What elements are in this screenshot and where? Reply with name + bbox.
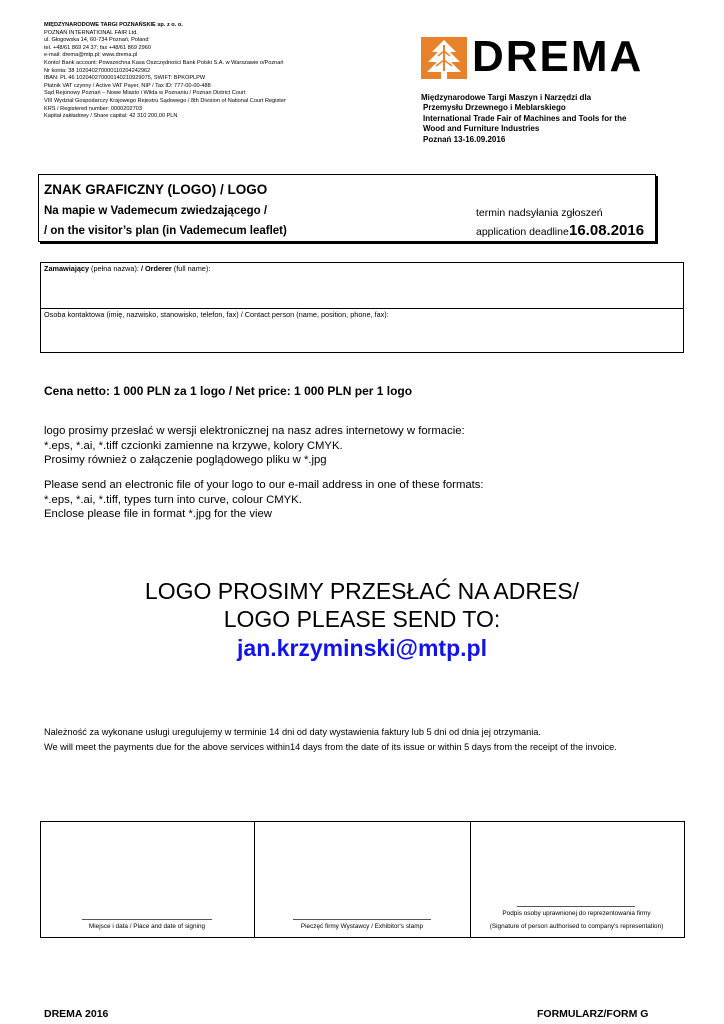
signature-line[interactable] [517,906,635,907]
footer-event: DREMA 2016 [44,1008,109,1020]
orderer-label-bold-en: / Orderer [140,264,172,273]
signature-cell-divider [254,821,255,937]
orderer-label-bold-pl: Zamawiający [44,264,90,273]
form-title: ZNAK GRAFICZNY (LOGO) / LOGO [44,182,268,197]
company-line: ul. Głogowska 14, 60-734 Poznań, Poland [44,37,149,44]
fair-line: Przemysłu Drzewnego i Meblarskiego [423,103,566,113]
deadline-label-pl: termin nadsyłania zgłoszeń [476,207,603,219]
instruction-line: *.eps, *.ai, *.tiff czcionki zamienne na krzywe, kolory CMYK. [44,439,343,452]
form-subtitle-en: / on the visitor’s plan (in Vademecum leaflet) [44,225,287,237]
company-line: Sąd Rejonowy Poznań – Nowe Miasto i Wilda w Poznaniu / Poznan District Court [44,90,246,97]
instruction-line: logo prosimy przesłać w wersji elektronicznej na nasz adres internetowy w formacie: [44,425,465,437]
company-line: Nr konta: 38 102040270000110204242962 [44,67,151,74]
instruction-line: *.eps, *.ai, *.tiff, types turn into curve, colour CMYK. [44,493,302,506]
net-price: Cena netto: 1 000 PLN za 1 logo / Net price: 1 000 PLN per 1 logo [44,384,413,398]
orderer-label-pl: (pełna nazwa): [89,264,141,273]
contact-person-label: Osoba kontaktowa (imię, nazwisko, stanowisko, telefon, fax) / Contact person (name, position, phone, fax): [44,310,389,319]
signature-caption-en: (Signature of person authorised to company's representation) [489,923,664,930]
signature-caption-pl: Podpis osoby uprawnionej do reprezentowania firmy [502,910,651,917]
instruction-line: Prosimy również o załączenie poglądowego pliku w *.jpg [44,454,327,467]
deadline-date: 16.08.2016 [569,222,645,239]
company-line: Konto/ Bank account: Powszechna Kasa Oszczędności Bank Polski S.A. w Warszawie o/Poznań [44,59,284,66]
place-date-line[interactable] [82,919,212,920]
send-heading-en: LOGO PLEASE SEND TO: [223,606,501,632]
orderer-field[interactable] [44,264,210,273]
company-line: tel. +48/61 869 24 37; fax +48/61 869 2960 [44,44,151,51]
company-name: MIĘDZYNARODOWE TARGI POZNAŃSKIE sp. z o. o. [44,22,183,28]
footer-form-id: FORMULARZ/FORM G [537,1008,649,1020]
company-line: KRS / Registered number: 0000202703 [44,105,142,112]
company-line: IBAN: PL 46 102040270000140210929075, SWIFT: BPKOPLPW [44,75,206,82]
company-line: Płatnik VAT czynny / Active VAT Payer, NIP / Tax ID: 777-00-00-488 [44,82,211,89]
field-divider [40,308,683,309]
payment-terms-en: We will meet the payments due for the above services within14 days from the date of its issue or within 5 days from the receipt of the invoice. [44,742,617,752]
instructions-pl [44,424,465,468]
payment-terms-pl: Należność za wykonane usługi uregulujemy w terminie 14 dni od daty wystawienia faktury lub 5 dni od dnia jej otrzymania. [44,727,541,737]
fair-dates: Poznań 13-16.09.2016 [423,134,506,144]
fair-line: International Trade Fair of Machines and Tools for the [423,113,627,123]
company-line: POZNAŃ INTERNATIONAL FAIR Ltd. [44,29,138,36]
form-subtitle-pl: Na mapie w Vademecum zwiedzającego / [44,205,268,217]
signature-table [40,821,685,938]
deadline-label-en: application deadline [476,226,569,238]
fair-line: Wood and Furniture Industries [423,124,540,134]
place-date-caption: Miejsce i data / Place and date of signing [88,923,206,930]
contact-email-link[interactable]: jan.krzyminski@mtp.pl [237,635,487,661]
instruction-line: Please send an electronic file of your logo to our e-mail address in one of these formats: [44,479,484,491]
stamp-line[interactable] [293,919,431,920]
company-line: e-mail: drema@mtp.pl; www.drema.pl [44,52,138,59]
instruction-line: Enclose please file in format *.jpg for the view [44,508,272,521]
fair-line: Międzynarodowe Targi Maszyn i Narzędzi dla [421,93,592,102]
company-line: Kapitał zakładowy / Share capital: 42 310 200,00 PLN [44,113,178,120]
instructions-en [44,478,484,522]
contact-person-field[interactable] [44,310,389,319]
stamp-caption: Pieczęć firmy Wystawcy / Exhibitor's stamp [300,923,424,930]
drema-tree-logo-icon [421,37,467,79]
send-heading-pl: LOGO PROSIMY PRZESŁAĆ NA ADRES/ [144,578,580,604]
signature-cell-divider [470,821,471,937]
drema-wordmark: DREMA [472,32,644,81]
company-info [44,22,344,121]
fair-description [421,93,681,145]
company-line: VIII Wydział Gospodarczy Krajowego Rejestru Sądowego / 8th Division of National Court Register [44,97,286,104]
orderer-label-en: (full name): [171,264,211,273]
